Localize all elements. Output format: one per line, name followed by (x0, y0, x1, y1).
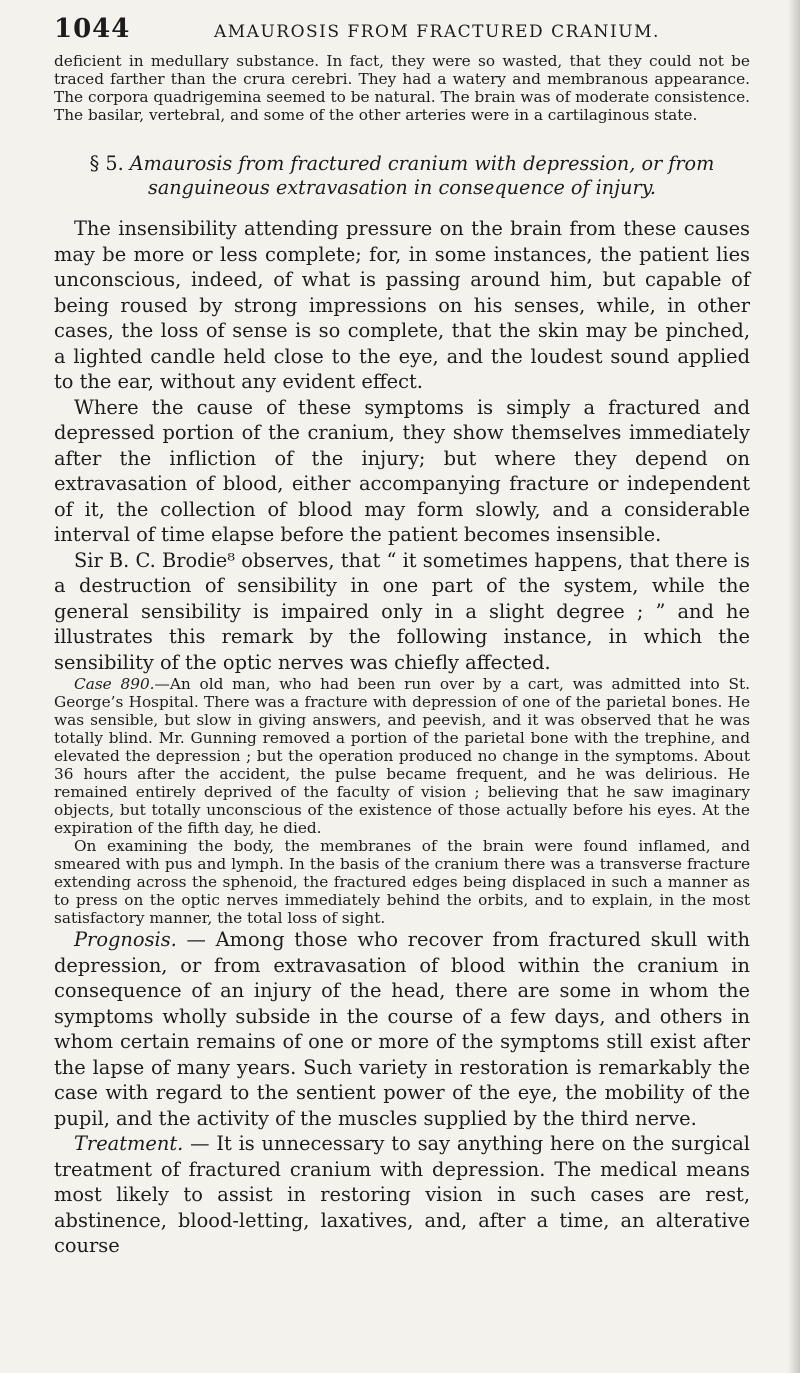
section-number: § 5. (89, 152, 124, 175)
prognosis-paragraph (54, 927, 750, 1131)
case-text: —An old man, who had been run over by a cart, was admitted into St. George’s Hospital. There was a fracture with depression of one of the parietal bones. He was sensible, but slow in giving answers, and peevish, and it was observed that he was totally blind. Mr. Gunning removed a portion of the parietal bone with the trephine, and elevated the depression ; but the operation produced no change in the symptoms. About 36 hours after the accident, the pulse became frequent, and he was delirious. He remained entirely deprived of the faculty of vision ; believing that he saw imaginary objects, but totally unconscious of the existence of those actually before his eyes. At the expiration of the fifth day, he died. (54, 675, 750, 837)
paragraph-brodie: Sir B. C. Brodie⁸ observes, that “ it sometimes happens, that there is a destruction of sensibility in one part of the system, while the general sensibility is impaired only in a slight degree ; ” and he illustrates this remark by the following instance, in which the sensibility of the optic nerves was chiefly affected. (54, 548, 750, 674)
prognosis-label: Prognosis. (74, 928, 177, 951)
case-autopsy: On examining the body, the membranes of the brain were found inflamed, and smeared with pus and lymph. In the basis of the cranium there was a transverse fracture extending across the sphenoid, the fractured edges being displaced in such a manner as to press on the optic nerves immediately behind the orbits, and to explain, in the most satisfactory manner, the total loss of sight. (54, 837, 750, 927)
section-heading (54, 152, 750, 200)
case-label: Case 890. (74, 675, 155, 693)
page-edge-shadow (788, 0, 800, 1373)
running-head: AMAUROSIS FROM FRACTURED CRANIUM. (214, 22, 660, 42)
treatment-label: Treatment. (74, 1132, 184, 1155)
section-title: Amaurosis from fractured cranium with depression, or from sanguineous extravasation in consequence of injury. (129, 152, 715, 199)
case-890 (54, 675, 750, 837)
paragraph-cause: Where the cause of these symptoms is simply a fractured and depressed portion of the cranium, they show themselves immediately after the infliction of the injury; but where they depend on extravasation of blood, either accompanying fracture or independent of it, the collection of blood may form slowly, and a considerable interval of time elapse before the patient becomes insensible. (54, 395, 750, 546)
paragraph-insensibility: The insensibility attending pressure on the brain from these causes may be more or less complete; for, in some instances, the patient lies unconscious, indeed, of what is passing around him, but capable of being roused by strong impressions on his senses, while, in other cases, the loss of sense is so complete, that the skin may be pinched, a lighted candle held close to the eye, and the loudest sound applied to the ear, without any evident effect. (54, 217, 750, 393)
treatment-paragraph (54, 1131, 750, 1259)
opening-paragraph: deficient in medullary substance. In fact, they were so wasted, that they could not be traced farther than the crura cerebri. They had a watery and membranous appearance. The corpora quadrigemina seemed to be natural. The brain was of moderate consistence. The basilar, vertebral, and some of the other arteries were in a cartilaginous state. (54, 52, 750, 124)
page-number: 1044 (54, 14, 131, 44)
page-header (54, 14, 750, 44)
prognosis-text: — Among those who recover from fractured skull with depression, or from extravasation of blood within the cranium in consequence of an injury of the head, there are some in whom the symptoms wholly subside in the course of a few days, and others in whom certain remains of one or more of the symptoms still exist after the lapse of many years. Such variety in restoration is remarkably the case with regard to the sentient power of the eye, the mobility of the pupil, and the activity of the muscles supplied by the third nerve. (54, 928, 750, 1130)
treatment-text: — It is unnecessary to say anything here on the surgical treatment of fractured cranium with depression. The medical means most likely to assist in restoring vision in such cases are rest, abstinence, blood-letting, laxatives, and, after a time, an alterative course (54, 1132, 750, 1257)
